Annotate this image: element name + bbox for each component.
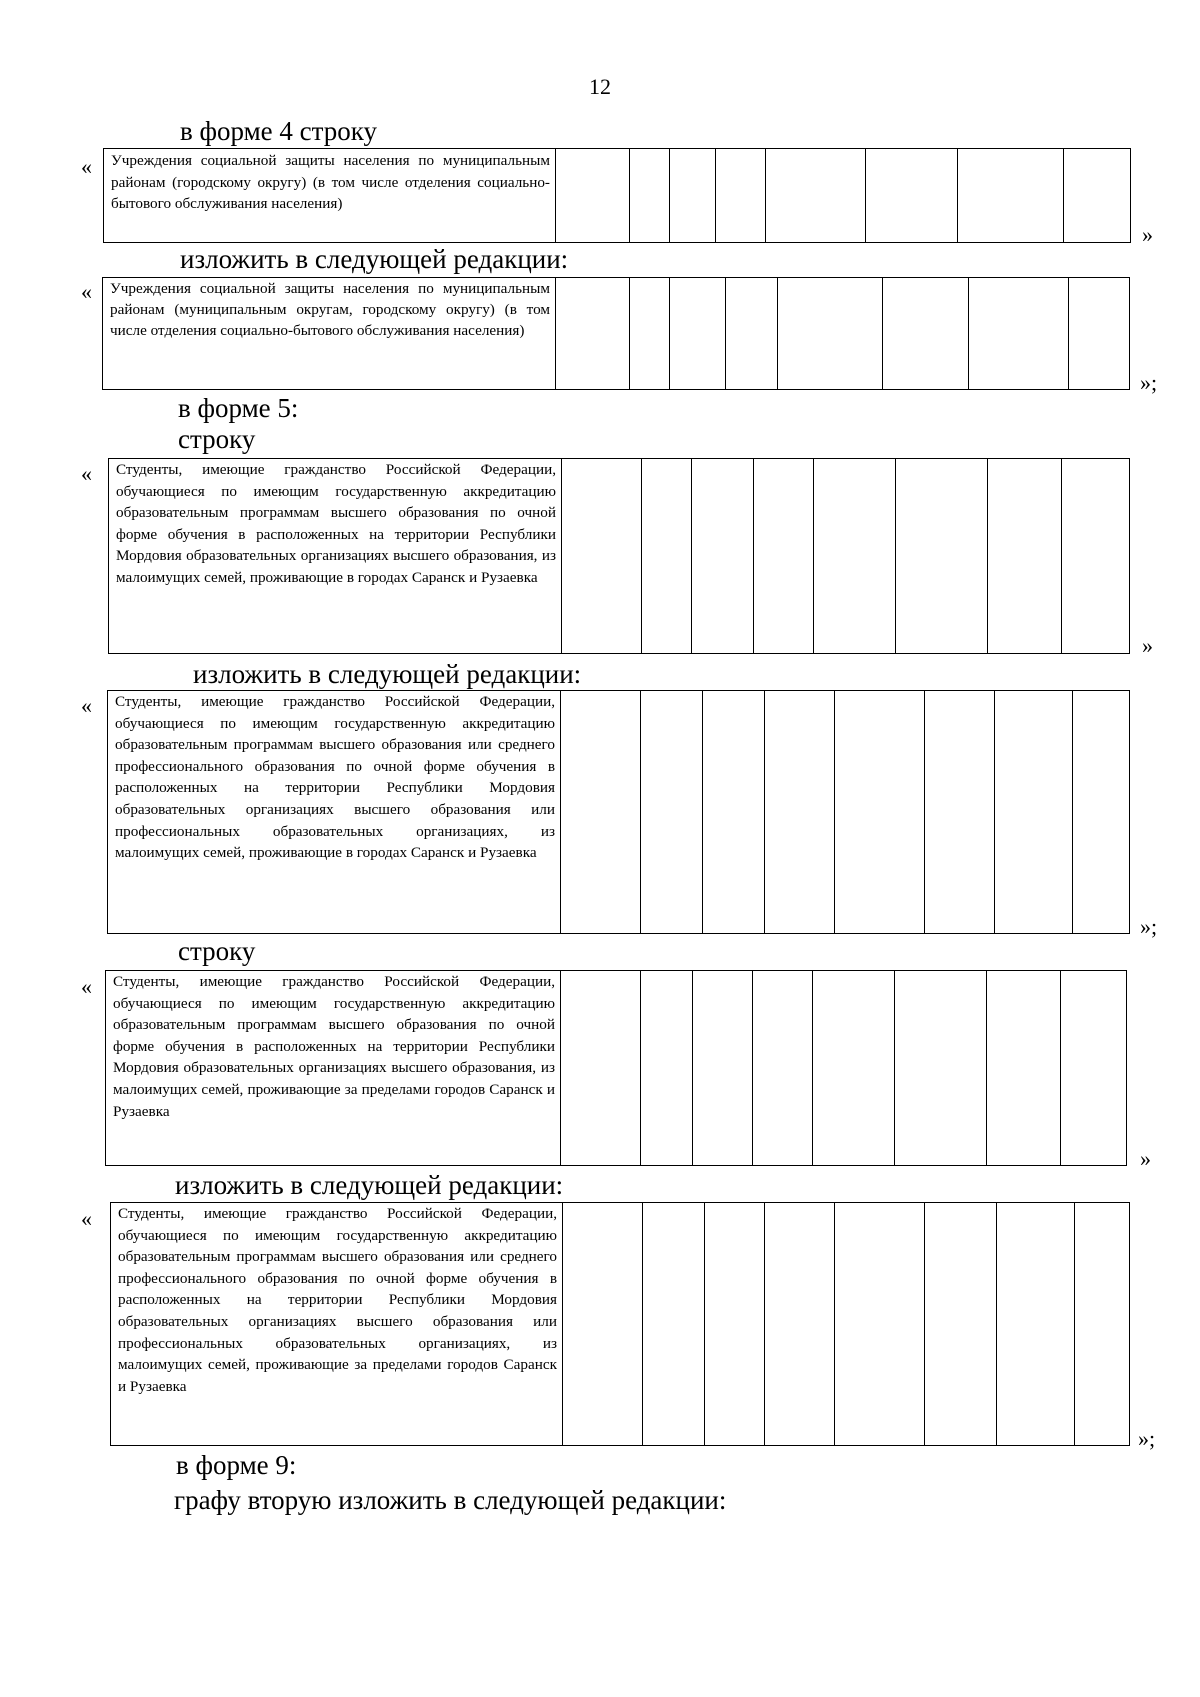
table-cell (630, 149, 670, 242)
table-cell (765, 1203, 835, 1445)
open-quote: « (81, 461, 92, 486)
table-cell (995, 691, 1073, 933)
table-cell (896, 459, 988, 653)
table-cell (642, 459, 692, 653)
table-cell (1069, 278, 1129, 389)
table-cell (813, 971, 895, 1165)
table-row-form5-b-new (110, 1202, 1130, 1446)
table-cell (1073, 691, 1131, 933)
table-cell (997, 1203, 1075, 1445)
open-quote: « (81, 1206, 92, 1231)
row-description: Учреждения социальной защиты населения по муниципальным районам (муниципальным округам, городскому округу) (в том числе отделения социально-бытового обслуживания населения) (103, 278, 556, 389)
table-cell (814, 459, 896, 653)
row-description: Студенты, имеющие гражданство Российской Федерации, обучающиеся по имеющим государственную аккредитацию образовательным программам высшего образования или среднего профессионального образования по очной форме обучения в расположенных на территории Республики Мордовия образовательных организациях высшего образования или профессиональных образовательных организациях, из малоимущих семей, проживающие в городах Саранск и Рузаевка (108, 691, 561, 933)
open-quote: « (81, 693, 92, 718)
table-cell (1075, 1203, 1131, 1445)
table-cell (925, 1203, 997, 1445)
table-row-form5-b-old (105, 970, 1127, 1166)
table-cell (883, 278, 969, 389)
table-cell (753, 971, 813, 1165)
table-cell (925, 691, 995, 933)
table-cell (969, 278, 1069, 389)
table-row-form4-new (102, 277, 1130, 390)
close-quote: » (1140, 1146, 1151, 1171)
table-cell (988, 459, 1062, 653)
table-cell (693, 971, 753, 1165)
close-quote-semicolon: »; (1140, 370, 1158, 395)
close-quote-semicolon: »; (1140, 914, 1158, 939)
table-cell (726, 278, 778, 389)
table-cell (958, 149, 1064, 242)
heading-graph2: графу вторую изложить в следующей редакции: (174, 1485, 727, 1515)
row-description: Студенты, имеющие гражданство Российской Федерации, обучающиеся по имеющим государственную аккредитацию образовательным программам высшего образования или среднего профессионального образования по очной форме обучения в расположенных на территории Республики Мордовия образовательных организациях высшего образования или профессиональных образовательных организациях, из малоимущих семей, проживающие за пределами городов Саранск и Рузаевка (111, 1203, 563, 1445)
table-cell (556, 149, 630, 242)
heading-row-a: строку (178, 424, 256, 454)
row-description: Студенты, имеющие гражданство Российской Федерации, обучающиеся по имеющим государственную аккредитацию образовательным программам высшего образования по очной форме обучения в расположенных на территории Республики Мордовия образовательных организациях высшего образования, из малоимущих семей, проживающие за пределами городов Саранск и Рузаевка (106, 971, 561, 1165)
table-cell (1062, 459, 1131, 653)
table-cell (778, 278, 883, 389)
heading-form4-row: в форме 4 строку (180, 116, 378, 146)
table-row-form5-a-old (108, 458, 1130, 654)
heading-row-b: строку (178, 936, 256, 966)
table-cell (716, 149, 766, 242)
table-cell (765, 691, 835, 933)
table-cell (987, 971, 1061, 1165)
table-cell (692, 459, 754, 653)
heading-edit-2: изложить в следующей редакции: (193, 659, 582, 689)
table-cell (766, 149, 866, 242)
table-cell (1064, 149, 1130, 242)
table-cell (670, 149, 716, 242)
close-quote: » (1142, 633, 1153, 658)
table-cell (754, 459, 814, 653)
open-quote: « (81, 974, 92, 999)
close-quote-semicolon: »; (1138, 1426, 1156, 1451)
table-cell (630, 278, 670, 389)
heading-edit-1: изложить в следующей редакции: (180, 244, 569, 274)
row-description: Студенты, имеющие гражданство Российской Федерации, обучающиеся по имеющим государственную аккредитацию образовательным программам высшего образования по очной форме обучения в расположенных на территории Республики Мордовия образовательных организациях высшего образования, из малоимущих семей, проживающие в городах Саранск и Рузаевка (109, 459, 562, 653)
table-cell (562, 459, 642, 653)
open-quote: « (81, 154, 92, 179)
table-cell (641, 971, 693, 1165)
table-cell (1061, 971, 1128, 1165)
page-number: 12 (589, 74, 611, 99)
table-cell (703, 691, 765, 933)
table-row-form5-a-new (107, 690, 1130, 934)
table-cell (835, 1203, 925, 1445)
row-description: Учреждения социальной защиты населения по муниципальным районам (городскому округу) (в том числе отделения социально-бытового обслуживания населения) (104, 149, 556, 242)
table-cell (866, 149, 958, 242)
table-cell (561, 691, 641, 933)
table-row-form4-old (103, 148, 1131, 243)
heading-form9: в форме 9: (176, 1450, 297, 1480)
table-cell (670, 278, 726, 389)
table-cell (556, 278, 630, 389)
table-cell (561, 971, 641, 1165)
table-cell (705, 1203, 765, 1445)
table-cell (895, 971, 987, 1165)
close-quote: » (1142, 222, 1153, 247)
table-cell (563, 1203, 643, 1445)
heading-edit-3: изложить в следующей редакции: (175, 1170, 564, 1200)
open-quote: « (81, 279, 92, 304)
table-cell (643, 1203, 705, 1445)
table-cell (835, 691, 925, 933)
heading-form5: в форме 5: (178, 393, 299, 423)
table-cell (641, 691, 703, 933)
